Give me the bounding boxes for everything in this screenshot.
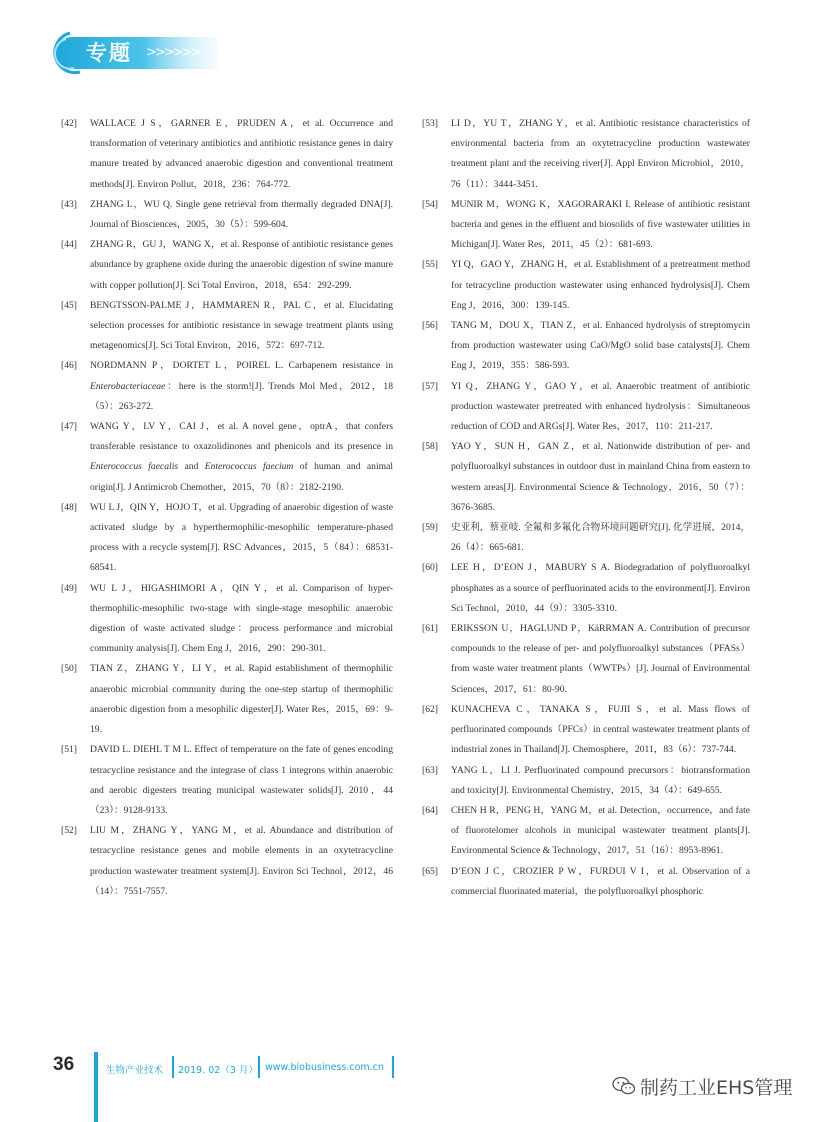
reference-text: MUNIR M，WONG K，XAGORARAKI I. Release of antibiotic resistant bacteria and genes in the effluent and biosolids of five wastewater utilities in Michigan[J]. Water Res，2011，45（2）：681-693.	[451, 198, 750, 251]
reference-item	[61, 296, 393, 357]
reference-item	[61, 356, 393, 417]
reference-text: WU L J，HIGASHIMORI A，QIN Y，et al. Comparison of hyper-thermophilic-mesophilic two-stage with single-stage mesophilic anaerobic digestion of waste activated sludge：process performance and microbial community analysis[J]. Chem Eng J，2016，290：290-301.	[90, 582, 393, 655]
reference-number: [62]	[422, 703, 438, 715]
reference-item	[422, 700, 750, 761]
reference-number: [63]	[422, 764, 438, 776]
chevron-decoration: >>>>>>	[146, 45, 200, 60]
reference-item	[61, 235, 393, 296]
reference-item	[422, 558, 750, 619]
reference-item	[61, 659, 393, 740]
reference-text: WALLACE J S，GARNER E，PRUDEN A，et al. Occurrence and transformation of veterinary antibiotics and antibiotic resistance genes in dairy manure treated by advanced anaerobic digestion and conventional treatment methods[J]. Environ Pollut，2018，236：764-772.	[90, 118, 393, 190]
reference-text	[90, 417, 393, 498]
reference-text: 史亚利，蔡亚岐. 全氟和多氟化合物环境问题研究[J]. 化学进展，2014，26（4）：665-681.	[451, 522, 750, 554]
reference-number: [42]	[61, 118, 77, 129]
reference-text: DAVID L. DIEHL T M L. Effect of temperature on the fate of genes encoding tetracycline resistance and the integrase of class 1 integrons within anaerobic and aerobic digesters treating municipal wastewater solids[J]. 2010，44（23）：9128-9133.	[90, 744, 393, 816]
reference-number: [61]	[422, 623, 438, 635]
reference-text: ZHANG R，GU J，WANG X，et al. Response of antibiotic resistance genes abundance by graphene oxide during the anaerobic digestion of swine manure with copper pollution[J]. Sci Total Environ，2018，654：292-299.	[90, 239, 393, 291]
reference-text-part: ：here is the storm![J]. Trends Mol Med，2012，18（5）：263-272.	[90, 380, 393, 412]
reference-number: [49]	[61, 582, 77, 594]
footer-divider	[172, 1056, 174, 1078]
reference-item	[422, 316, 750, 377]
reference-text: CHEN H R，PENG H，YANG M，et al. Detection，occurrence，and fate of fluorotelomer alcohols in municipal wastewater treatment plants[J]. Environmental Science & Technology，2017，51（16）：8953-8961.	[451, 804, 750, 857]
reference-item	[61, 498, 393, 579]
reference-item	[61, 579, 393, 660]
reference-text-part: WANG Y，LV Y，CAI J，et al. A novel gene，optrA，that confers transferable resistance to oxazolidinones and phenicols and its presence in	[90, 421, 393, 453]
reference-number: [43]	[61, 198, 77, 210]
watermark-text: 制药工业EHS管理	[640, 1077, 793, 1099]
reference-number: [45]	[61, 299, 77, 311]
reference-text: LIU M，ZHANG Y，YANG M，et al. Abundance and distribution of tetracycline resistance genes and mobile elements in an oxytetracycline production wastewater treatment system[J]. Environ Sci Technol，2012，46（14）：7551-7557.	[90, 825, 393, 897]
reference-item	[422, 761, 750, 801]
reference-item	[422, 619, 750, 700]
reference-number: [55]	[422, 259, 438, 271]
header	[0, 0, 827, 100]
reference-text: YAO Y，SUN H，GAN Z，et al. Nationwide distribution of per- and polyfluoroalkyl substances in outdoor dust in mainland China from eastern to western areas[J]. Environmental Science & Technology，2016，50（7）：3676-3685.	[451, 441, 750, 513]
reference-text-part: and	[178, 461, 205, 473]
footer-divider	[392, 1056, 394, 1078]
journal-name: 生物产业技术	[106, 1065, 164, 1076]
page-number: 36	[53, 1054, 75, 1075]
wechat-icon	[612, 1076, 636, 1096]
reference-item	[422, 862, 750, 902]
reference-number: [56]	[422, 320, 438, 332]
reference-number: [59]	[422, 522, 438, 534]
reference-number: [44]	[61, 239, 77, 251]
species-name: Enterobacteriaceae	[90, 380, 166, 392]
reference-text: BENGTSSON-PALME J，HAMMAREN R，PAL C，et al. Elucidating selection processes for antibiotic resistance in sewage treatment plants using metagenomics[J]. Sci Total Environ，2016，572：697-712.	[90, 299, 393, 352]
reference-text-part: of human and animal origin[J]. J Antimicrob Chemother，2015，70（8）：2182-2190.	[90, 461, 393, 493]
reference-item	[61, 821, 393, 902]
reference-item	[61, 195, 393, 235]
footer-divider	[258, 1056, 260, 1078]
issue-info: 2019. 02（3 月）	[178, 1065, 258, 1076]
reference-text: D’EON J C，CROZIER P W，FURDUI V I，et al. Observation of a commercial fluorinated material，the polyfluoroalkyl phosphoric	[451, 865, 750, 897]
reference-item	[422, 377, 750, 438]
reference-number: [52]	[61, 825, 77, 837]
reference-text: ERIKSSON U，HAGLUND P，KäRRMAN A. Contribution of precursor compounds to the release of per- and polyfluoroalkyl substances（PFASs）from waste water treatment plants（WWTPs）[J]. Journal of Environmental Sciences，2017，61：80-90.	[451, 623, 750, 695]
reference-text: YANG L，LI J. Perfluorinated compound precursors：biotransformation and toxicity[J]. Environmental Chemistry，2015，34（4）：649-655.	[451, 764, 750, 796]
reference-number: [47]	[61, 421, 77, 433]
reference-number: [54]	[422, 198, 438, 210]
reference-text: ZHANG L，WU Q. Single gene retrieval from thermally degraded DNA[J]. Journal of Biosciences，2005，30（5）：599-604.	[90, 198, 393, 231]
references-right-column	[422, 114, 750, 902]
reference-text: LEE H，D’EON J，MABURY S A. Biodegradation of polyfluoroalkyl phosphates as a source of perfluorinated acids to the environment[J]. Environ Sci Technol，2010，44（9）：3305-3310.	[451, 562, 750, 614]
reference-number: [57]	[422, 380, 438, 392]
reference-number: [51]	[61, 744, 77, 756]
reference-item	[61, 740, 393, 821]
reference-item	[61, 417, 393, 498]
reference-text: TANG M，DOU X，TIAN Z，et al. Enhanced hydrolysis of streptomycin from production wastewater using CaO/MgO solid base catalysts[J]. Chem Eng J，2019，355：586-593.	[451, 320, 750, 372]
reference-number: [65]	[422, 865, 438, 877]
reference-item	[422, 114, 750, 195]
reference-text: TIAN Z，ZHANG Y，LI Y，et al. Rapid establishment of thermophilic anaerobic microbial community during the one-step startup of thermophilic anaerobic digestion from a mesophilic digester[J]. Water Res，2015，69：9-19.	[90, 663, 393, 736]
topic-badge-label: 专题	[86, 41, 132, 65]
reference-number: [48]	[61, 501, 77, 513]
reference-text-part: NORDMANN P，DORTET L，POIREL L. Carbapenem resistance in	[90, 360, 393, 372]
reference-number: [60]	[422, 562, 438, 574]
reference-number: [58]	[422, 441, 438, 453]
species-name: Enterococcus faecium	[204, 461, 294, 473]
reference-text: LI D，YU T，ZHANG Y，et al. Antibiotic resistance characteristics of environmental bacteria from an oxytetracycline production wastewater treatment plant and the receiving river[J]. Appl Environ Microbiol，2010，76（11）：3444-3451.	[451, 118, 750, 190]
footer-accent-bar	[94, 1052, 98, 1122]
reference-number: [53]	[422, 118, 438, 129]
reference-text: YI Q，ZHANG Y，GAO Y，et al. Anaerobic treatment of antibiotic production wastewater pretreated with enhanced hydrolysis：Simultaneous reduction of COD and ARGs[J]. Water Res，2017，110：211-217.	[451, 380, 750, 433]
reference-item	[422, 801, 750, 862]
reference-item	[422, 255, 750, 316]
reference-item	[422, 518, 750, 558]
references-left-column	[61, 114, 393, 902]
species-name: Enterococcus faecalis	[90, 461, 179, 473]
reference-text: KUNACHEVA C，TANAKA S，FUJII S，et al. Mass flows of perfluorinated compounds（PFCs）in central wastewater treatment plants of industrial zones in Thailand[J]. Chemosphere，2011，83（6）：737-744.	[451, 703, 750, 756]
reference-text: YI Q，GAO Y，ZHANG H，et al. Establishment of a pretreatment method for tetracycline production wastewater using enhanced hydrolysis[J]. Chem Eng J，2016，300：139-145.	[451, 259, 750, 311]
reference-number: [46]	[61, 360, 77, 372]
reference-item	[422, 437, 750, 518]
reference-item	[61, 114, 393, 195]
reference-text: WU L J，QIN Y，HOJO T，et al. Upgrading of anaerobic digestion of waste activated sludge by a hyperthermophilic-mesophilic temperature-phased process with a recycle system[J]. RSC Advances，2015，5（84）：68531-68541.	[90, 501, 393, 574]
reference-item	[422, 195, 750, 256]
reference-number: [64]	[422, 804, 438, 816]
reference-number: [50]	[61, 663, 77, 675]
website-link[interactable]: www.biobusiness.com.cn	[265, 1062, 384, 1073]
reference-text	[90, 356, 393, 417]
